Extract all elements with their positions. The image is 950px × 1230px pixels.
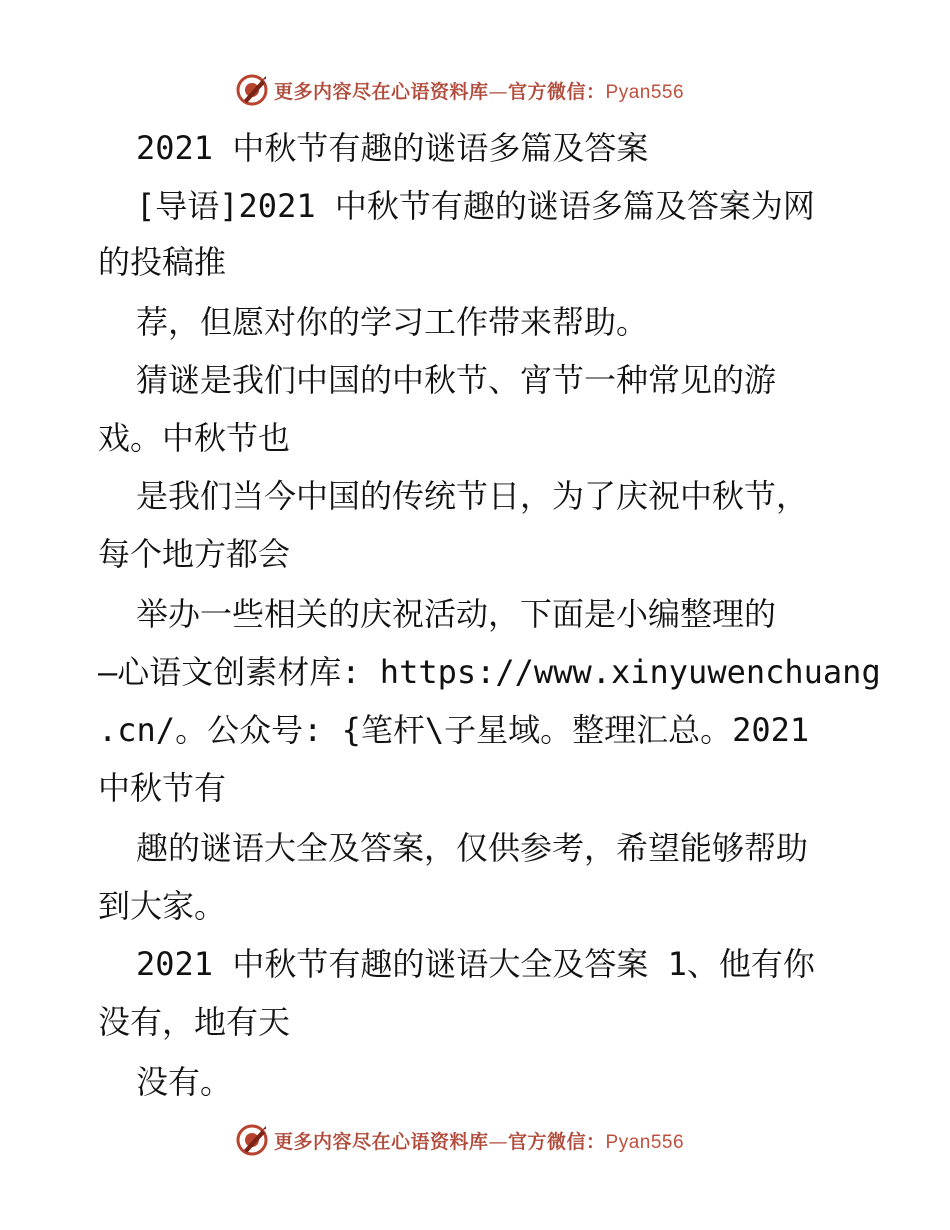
text-line-url: —心语文创素材库: https://www.xinyuwenchuang	[98, 653, 881, 691]
footer-banner	[236, 1122, 684, 1158]
text-line: .cn/。公众号: {笔杆\子星域。整理汇总。2021	[98, 711, 810, 749]
text-line: 没有，地有天	[98, 1003, 291, 1041]
header-wechat-label: 官方微信：	[508, 80, 606, 103]
text-line: 到大家。	[98, 887, 227, 925]
header-separator: —	[488, 80, 509, 103]
text-line: 是我们当今中国的传统节日，为了庆祝中秋节，	[136, 477, 809, 515]
text-line: 猜谜是我们中国的中秋节、宵节一种常见的游	[136, 361, 777, 399]
pen-logo-icon	[236, 1124, 268, 1156]
text-line: 的投稿推	[98, 243, 227, 281]
text-line: 2021 中秋节有趣的谜语大全及答案 1、他有你	[136, 945, 815, 983]
header-wechat-id: Pyan556	[605, 81, 685, 103]
header-brand-text: 更多内容尽在心语资料库	[274, 80, 489, 103]
footer-brand-text: 更多内容尽在心语资料库	[274, 1130, 489, 1153]
text-line: 戏。中秋节也	[98, 419, 291, 457]
text-line: 没有。	[136, 1063, 233, 1101]
document-title: 2021 中秋节有趣的谜语多篇及答案	[136, 129, 649, 167]
footer-wechat-label: 官方微信：	[508, 1130, 606, 1153]
pen-logo-icon	[236, 74, 268, 106]
text-line: 中秋节有	[98, 769, 227, 807]
footer-banner-text	[274, 1127, 684, 1154]
text-line: [导语]2021 中秋节有趣的谜语多篇及答案为网	[136, 187, 815, 225]
header-banner	[236, 72, 684, 108]
text-line: 每个地方都会	[98, 535, 291, 573]
text-line: 举办一些相关的庆祝活动，下面是小编整理的	[136, 595, 777, 633]
header-banner-text	[274, 77, 684, 104]
footer-separator: —	[488, 1130, 509, 1153]
footer-wechat-id: Pyan556	[605, 1131, 685, 1153]
text-line: 趣的谜语大全及答案，仅供参考，希望能够帮助	[136, 829, 809, 867]
text-line: 荐，但愿对你的学习工作带来帮助。	[136, 303, 649, 341]
